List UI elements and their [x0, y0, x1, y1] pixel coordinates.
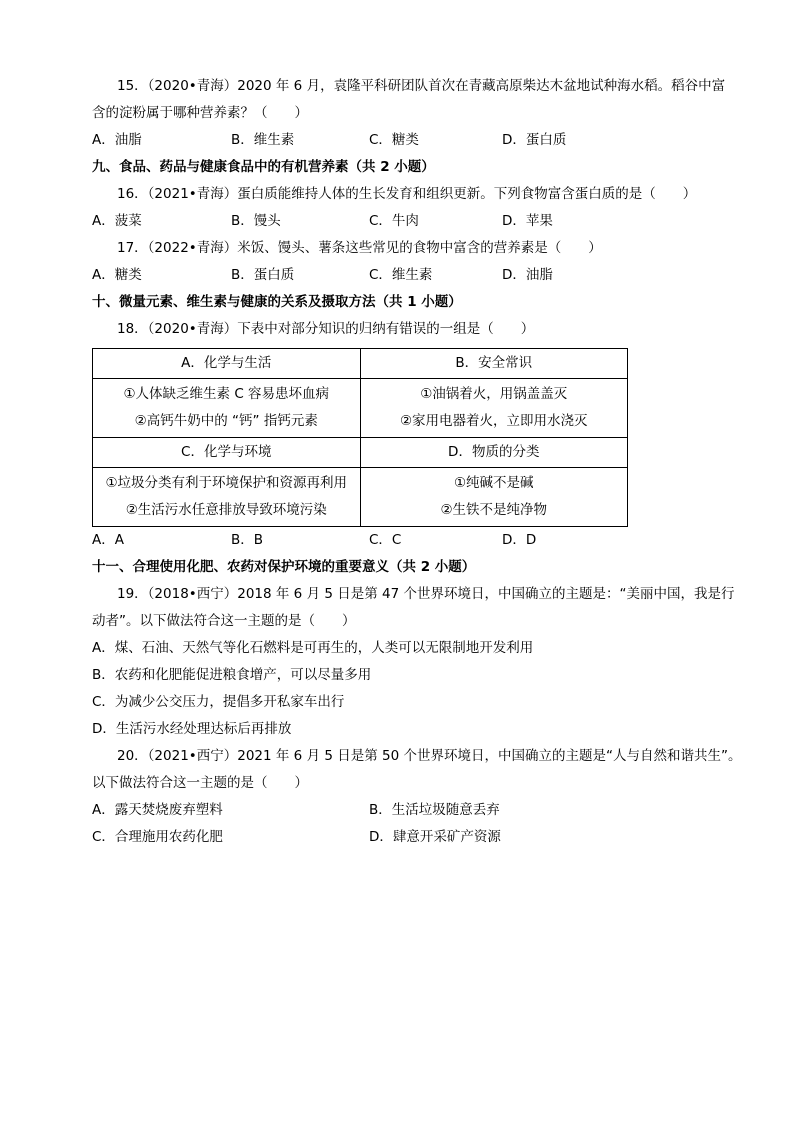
q19-stem-line1: 19．（2018•西宁）2018 年 6 月 5 日是第 47 个世界环境日，中国确立的主题是：“美丽中国，我是行: [117, 586, 735, 602]
table-d-item-1: ①纯碱不是碱: [453, 475, 534, 491]
table-cell-b-title: B．安全常识: [360, 349, 628, 379]
table-cell-c-items: [93, 468, 361, 527]
q19-option-c[interactable]: C．为减少公交压力，提倡多开私家车出行: [92, 694, 345, 710]
table-b-item-1: ①油锅着火，用锅盖盖灭: [420, 386, 568, 402]
q18-option-b[interactable]: B．B: [231, 532, 264, 548]
q20-stem-line1: 20．（2021•西宁）2021 年 6 月 5 日是第 50 个世界环境日，中国确立的主题是“人与自然和谐共生”。: [117, 748, 742, 764]
table-cell-a-items: [93, 379, 361, 438]
q18-option-d[interactable]: D．D: [502, 532, 537, 548]
q19-stem-line2: 动者”。以下做法符合这一主题的是（ ）: [92, 613, 356, 629]
q20-option-d[interactable]: D．肆意开采矿产资源: [369, 829, 501, 845]
q16-stem-line1: 16．（2021•青海）蛋白质能维持人体的生长发育和组织更新。下列食物富含蛋白质的是（ ）: [117, 186, 697, 202]
q20-option-c[interactable]: C．合理施用农药化肥: [92, 829, 223, 845]
q19-option-d[interactable]: D．生活污水经处理达标后再排放: [92, 721, 292, 737]
q15-option-b[interactable]: B．维生素: [231, 132, 295, 148]
q18-knowledge-table: [92, 348, 628, 527]
table-c-item-1: ①垃圾分类有利于环境保护和资源再利用: [105, 475, 348, 491]
q18-option-c[interactable]: C．C: [369, 532, 402, 548]
q16-option-c[interactable]: C．牛肉: [369, 213, 419, 229]
q15-stem-line1: 15．（2020•青海）2020 年 6 月，袁隆平科研团队首次在青藏高原柴达木盆地试种海水稻。稻谷中富: [117, 78, 726, 94]
q17-option-c[interactable]: C．维生素: [369, 267, 433, 283]
q15-option-a[interactable]: A．油脂: [92, 132, 142, 148]
table-c-item-2: ②生活污水任意排放导致环境污染: [125, 502, 327, 518]
q19-option-b[interactable]: B．农药和化肥能促进粮食增产，可以尽量多用: [92, 667, 372, 683]
q20-option-b[interactable]: B．生活垃圾随意丢弃: [369, 802, 500, 818]
q16-option-b[interactable]: B．馒头: [231, 213, 281, 229]
q17-option-a[interactable]: A．糖类: [92, 267, 142, 283]
table-d-item-2: ②生铁不是纯净物: [440, 502, 548, 518]
q18-option-a[interactable]: A．A: [92, 532, 124, 548]
section-heading-11: 十一、合理使用化肥、农药对保护环境的重要意义（共 2 小题）: [92, 559, 476, 575]
section-heading-10: 十、微量元素、维生素与健康的关系及摄取方法（共 1 小题）: [92, 294, 462, 310]
q15-option-c[interactable]: C．糖类: [369, 132, 419, 148]
q19-option-a[interactable]: A．煤、石油、天然气等化石燃料是可再生的，人类可以无限制地开发利用: [92, 640, 534, 656]
table-cell-d-title: D．物质的分类: [360, 438, 628, 468]
q20-option-a[interactable]: A．露天焚烧废弃塑料: [92, 802, 223, 818]
table-cell-b-items: [360, 379, 628, 438]
q20-stem-line2: 以下做法符合这一主题的是（ ）: [92, 775, 308, 791]
table-cell-c-title: C．化学与环境: [93, 438, 361, 468]
section-heading-9: 九、食品、药品与健康食品中的有机营养素（共 2 小题）: [92, 159, 435, 175]
table-a-item-1: ①人体缺乏维生素 C 容易患坏血病: [123, 386, 330, 402]
q17-stem-line1: 17．（2022•青海）米饭、馒头、薯条这些常见的食物中富含的营养素是（ ）: [117, 240, 602, 256]
table-a-item-2: ②高钙牛奶中的 “钙” 指钙元素: [134, 413, 318, 429]
q16-option-a[interactable]: A．菠菜: [92, 213, 142, 229]
table-cell-a-title: A．化学与生活: [93, 349, 361, 379]
q18-stem-line1: 18．（2020•青海）下表中对部分知识的归纳有错误的一组是（ ）: [117, 321, 535, 337]
table-cell-d-items: [360, 468, 628, 527]
q17-option-b[interactable]: B．蛋白质: [231, 267, 295, 283]
q15-option-d[interactable]: D．蛋白质: [502, 132, 567, 148]
q15-stem-line2: 含的淀粉属于哪种营养素？（ ）: [92, 105, 308, 121]
q16-option-d[interactable]: D．苹果: [502, 213, 553, 229]
table-b-item-2: ②家用电器着火，立即用水浇灭: [399, 413, 588, 429]
q17-option-d[interactable]: D．油脂: [502, 267, 553, 283]
